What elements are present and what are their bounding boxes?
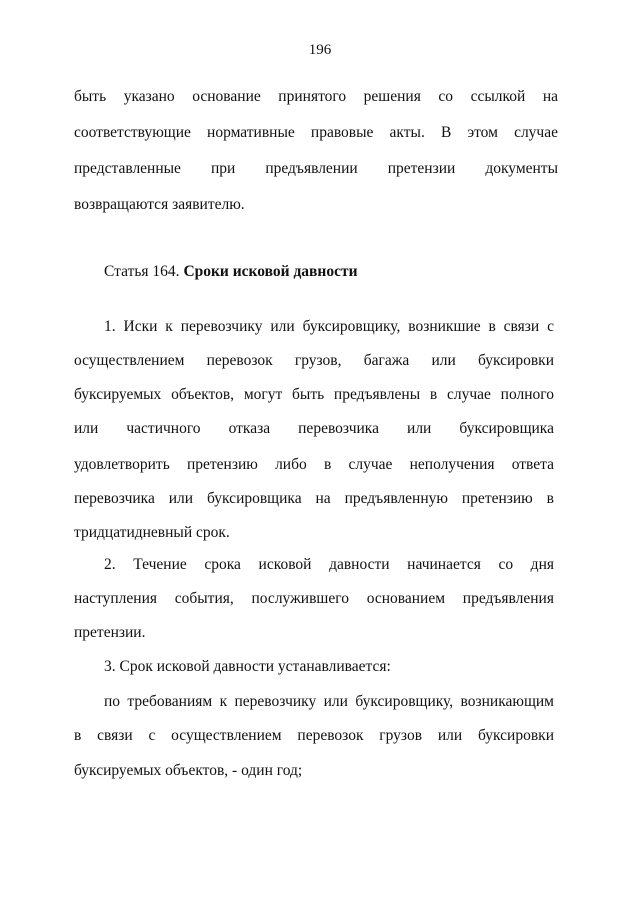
paragraph-line: быть указано основание принятого решения со ссылкой на bbox=[74, 88, 558, 105]
paragraph-line: удовлетворить претензию либо в случае неполучения ответа bbox=[74, 456, 554, 473]
paragraph-line: соответствующие нормативные правовые акты. В этом случае bbox=[74, 124, 558, 141]
paragraph-line: по требованиям к перевозчику или буксировщику, возникающим bbox=[104, 693, 554, 710]
paragraph-line: претензии. bbox=[74, 624, 146, 641]
paragraph-line: 1. Иски к перевозчику или буксировщику, возникшие в связи с bbox=[104, 318, 554, 335]
article-number: Статья 164. bbox=[104, 263, 180, 280]
paragraph-line: возвращаются заявителю. bbox=[74, 196, 245, 213]
article-heading bbox=[104, 263, 358, 281]
paragraph-line: осуществлением перевозок грузов, багажа или буксировки bbox=[74, 352, 554, 369]
paragraph-line: буксируемых объектов, - один год; bbox=[74, 762, 303, 779]
clause-3: 3. Срок исковой давности устанавливается: bbox=[104, 658, 391, 675]
paragraph-line: тридцатидневный срок. bbox=[74, 524, 230, 541]
page-number: 196 bbox=[308, 42, 332, 58]
paragraph-line: 2. Течение срока исковой давности начинается со дня bbox=[104, 556, 554, 573]
paragraph-line: наступления события, послужившего основанием предъявления bbox=[74, 590, 554, 607]
paragraph-line: в связи с осуществлением перевозок грузов или буксировки bbox=[74, 727, 554, 744]
paragraph-line: представленные при предъявлении претензии документы bbox=[74, 160, 558, 177]
article-title: Сроки исковой давности bbox=[183, 263, 358, 280]
paragraph-line: перевозчика или буксировщика на предъявленную претензию в bbox=[74, 490, 554, 507]
paragraph-line: или частичного отказа перевозчика или буксировщика bbox=[74, 420, 554, 437]
paragraph-line: буксируемых объектов, могут быть предъявлены в случае полного bbox=[74, 386, 554, 403]
